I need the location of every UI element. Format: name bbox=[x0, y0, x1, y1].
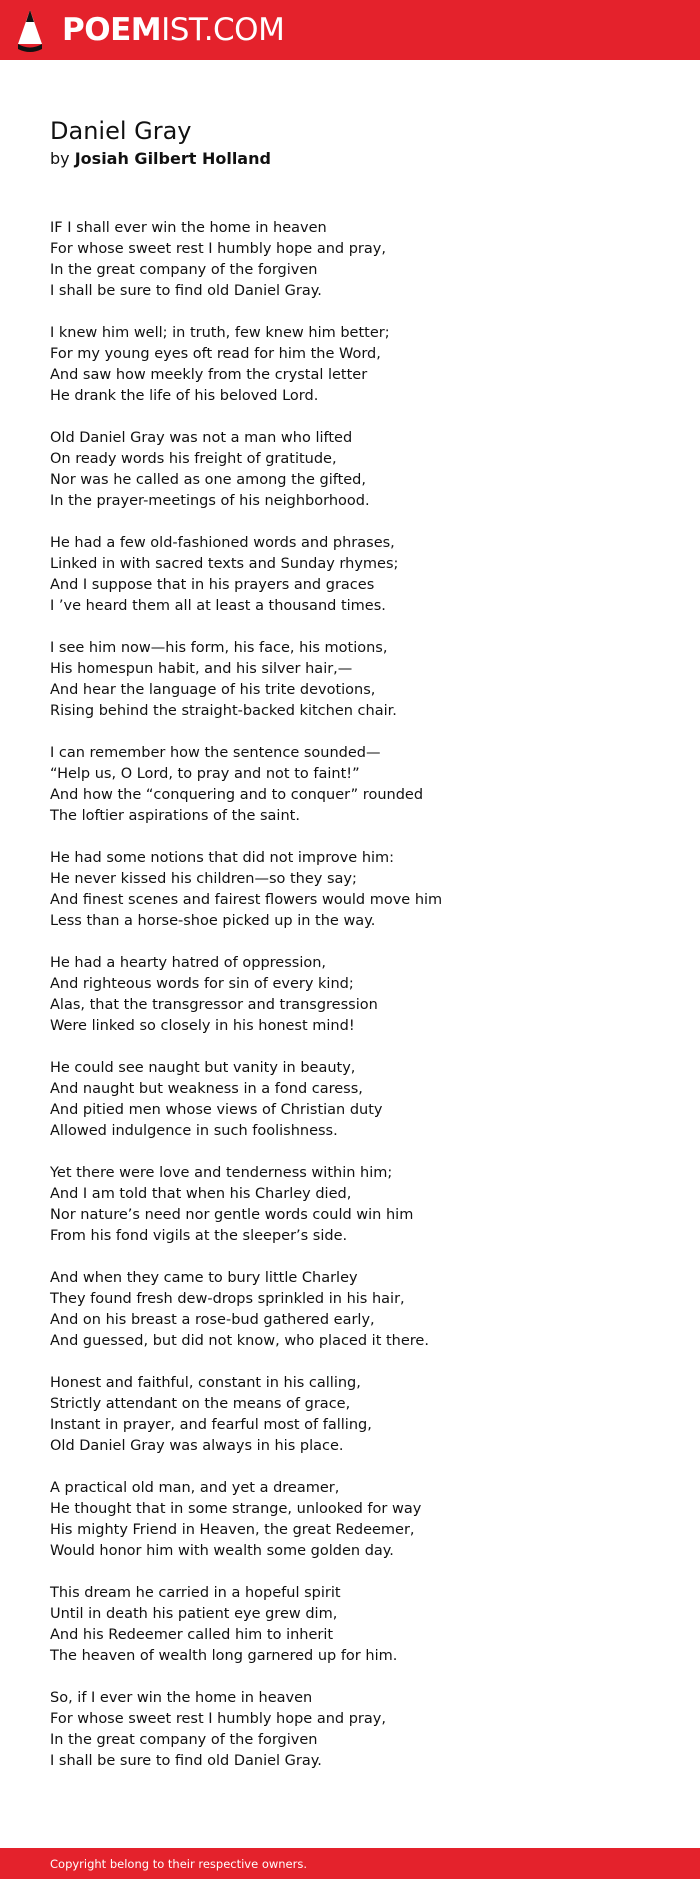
poem-line: Alas, that the transgressor and transgression bbox=[50, 997, 378, 1013]
poem-line: And guessed, but did not know, who placed it there. bbox=[50, 1333, 429, 1349]
poem-line: His mighty Friend in Heaven, the great Redeemer, bbox=[50, 1522, 415, 1538]
poem-line: I shall be sure to find old Daniel Gray. bbox=[50, 1753, 322, 1769]
poem-line: And I am told that when his Charley died, bbox=[50, 1186, 352, 1202]
poem-line: And naught but weakness in a fond caress, bbox=[50, 1081, 363, 1097]
poem-line: And I suppose that in his prayers and graces bbox=[50, 577, 375, 593]
poem-line: Nor nature’s need nor gentle words could win him bbox=[50, 1207, 414, 1223]
poem-line: So, if I ever win the home in heaven bbox=[50, 1690, 313, 1706]
poem-author: Josiah Gilbert Holland bbox=[74, 149, 271, 168]
poem-line: Allowed indulgence in such foolishness. bbox=[50, 1123, 338, 1139]
poem-line: Rising behind the straight-backed kitchen chair. bbox=[50, 703, 397, 719]
poem-line: And hear the language of his trite devotions, bbox=[50, 682, 376, 698]
poem-stanza bbox=[50, 428, 670, 512]
poem-line: I ’ve heard them all at least a thousand times. bbox=[50, 598, 386, 614]
poem-line: He had some notions that did not improve him: bbox=[50, 850, 395, 866]
poem-stanza bbox=[50, 533, 670, 617]
poem-line: And pitied men whose views of Christian duty bbox=[50, 1102, 383, 1118]
by-label: by bbox=[50, 149, 70, 168]
poem-line: Were linked so closely in his honest mind! bbox=[50, 1018, 355, 1034]
poem-line: And finest scenes and fairest flowers would move him bbox=[50, 892, 443, 908]
poem-line: For whose sweet rest I humbly hope and pray, bbox=[50, 1711, 386, 1727]
poem-body bbox=[50, 218, 670, 1793]
poem-line: A practical old man, and yet a dreamer, bbox=[50, 1480, 340, 1496]
poem-line: Old Daniel Gray was not a man who lifted bbox=[50, 430, 353, 446]
poem-line: In the prayer-meetings of his neighborhood. bbox=[50, 493, 370, 509]
poem-line: And how the “conquering and to conquer” rounded bbox=[50, 787, 424, 803]
poem-line: He had a few old-fashioned words and phrases, bbox=[50, 535, 395, 551]
poem-byline bbox=[50, 147, 271, 171]
poem-stanza bbox=[50, 1268, 670, 1352]
poem-line: They found fresh dew-drops sprinkled in his hair, bbox=[50, 1291, 405, 1307]
poem-stanza bbox=[50, 848, 670, 932]
poem-line: He could see naught but vanity in beauty, bbox=[50, 1060, 356, 1076]
poem-stanza bbox=[50, 1058, 670, 1142]
poem-line: Old Daniel Gray was always in his place. bbox=[50, 1438, 344, 1454]
poem-line: Honest and faithful, constant in his calling, bbox=[50, 1375, 361, 1391]
poem-line: Strictly attendant on the means of grace, bbox=[50, 1396, 351, 1412]
poem-stanza bbox=[50, 638, 670, 722]
poem-line: His homespun habit, and his silver hair,— bbox=[50, 661, 353, 677]
poem-line: Instant in prayer, and fearful most of falling, bbox=[50, 1417, 372, 1433]
poem-line: And his Redeemer called him to inherit bbox=[50, 1627, 334, 1643]
poem-line: The heaven of wealth long garnered up for him. bbox=[50, 1648, 398, 1664]
poem-line: In the great company of the forgiven bbox=[50, 262, 318, 278]
poem-line: He had a hearty hatred of oppression, bbox=[50, 955, 327, 971]
poem-stanza bbox=[50, 1373, 670, 1457]
site-footer bbox=[0, 1848, 700, 1879]
poem-line: Nor was he called as one among the gifted, bbox=[50, 472, 366, 488]
pencil-tip-icon[interactable] bbox=[16, 9, 44, 53]
poem-line: In the great company of the forgiven bbox=[50, 1732, 318, 1748]
poem-stanza bbox=[50, 953, 670, 1037]
poem-line: I shall be sure to find old Daniel Gray. bbox=[50, 283, 322, 299]
poem-stanza bbox=[50, 1163, 670, 1247]
poem-stanza bbox=[50, 1478, 670, 1562]
poem-stanza bbox=[50, 743, 670, 827]
poem-line: Linked in with sacred texts and Sunday rhymes; bbox=[50, 556, 399, 572]
poem-line: “Help us, O Lord, to pray and not to faint!” bbox=[50, 766, 360, 782]
poem-line: This dream he carried in a hopeful spirit bbox=[50, 1585, 341, 1601]
logo-light-text: IST.COM bbox=[161, 12, 285, 48]
poem-stanza bbox=[50, 323, 670, 407]
poem-line: He drank the life of his beloved Lord. bbox=[50, 388, 319, 404]
poem-line: I knew him well; in truth, few knew him better; bbox=[50, 325, 390, 341]
poem-stanza bbox=[50, 1583, 670, 1667]
poem-line: For my young eyes oft read for him the Word, bbox=[50, 346, 381, 362]
poem-line: And on his breast a rose-bud gathered early, bbox=[50, 1312, 375, 1328]
poem-line: Less than a horse-shoe picked up in the way. bbox=[50, 913, 376, 929]
poem-line: Until in death his patient eye grew dim, bbox=[50, 1606, 338, 1622]
poem-line: And righteous words for sin of every kind; bbox=[50, 976, 354, 992]
site-logo[interactable] bbox=[62, 10, 284, 50]
copyright-notice: Copyright belong to their respective owners. bbox=[50, 1857, 308, 1871]
poem-line: And saw how meekly from the crystal letter bbox=[50, 367, 368, 383]
poem-stanza bbox=[50, 1688, 670, 1772]
poem-line: The loftier aspirations of the saint. bbox=[50, 808, 300, 824]
poem-line: Yet there were love and tenderness within him; bbox=[50, 1165, 393, 1181]
poem-line: I can remember how the sentence sounded— bbox=[50, 745, 381, 761]
poem-line: He thought that in some strange, unlooked for way bbox=[50, 1501, 422, 1517]
poem-line: For whose sweet rest I humbly hope and pray, bbox=[50, 241, 386, 257]
poem-line: And when they came to bury little Charley bbox=[50, 1270, 358, 1286]
site-header bbox=[0, 0, 700, 60]
poem-line: On ready words his freight of gratitude, bbox=[50, 451, 337, 467]
logo-bold-text: POEM bbox=[62, 12, 162, 48]
poem-line: I see him now—his form, his face, his motions, bbox=[50, 640, 388, 656]
poem-title: Daniel Gray bbox=[50, 117, 192, 145]
poem-line: He never kissed his children—so they say; bbox=[50, 871, 357, 887]
poem-line: Would honor him with wealth some golden day. bbox=[50, 1543, 394, 1559]
poem-line: IF I shall ever win the home in heaven bbox=[50, 220, 327, 236]
poem-stanza bbox=[50, 218, 670, 302]
poem-line: From his fond vigils at the sleeper’s side. bbox=[50, 1228, 348, 1244]
